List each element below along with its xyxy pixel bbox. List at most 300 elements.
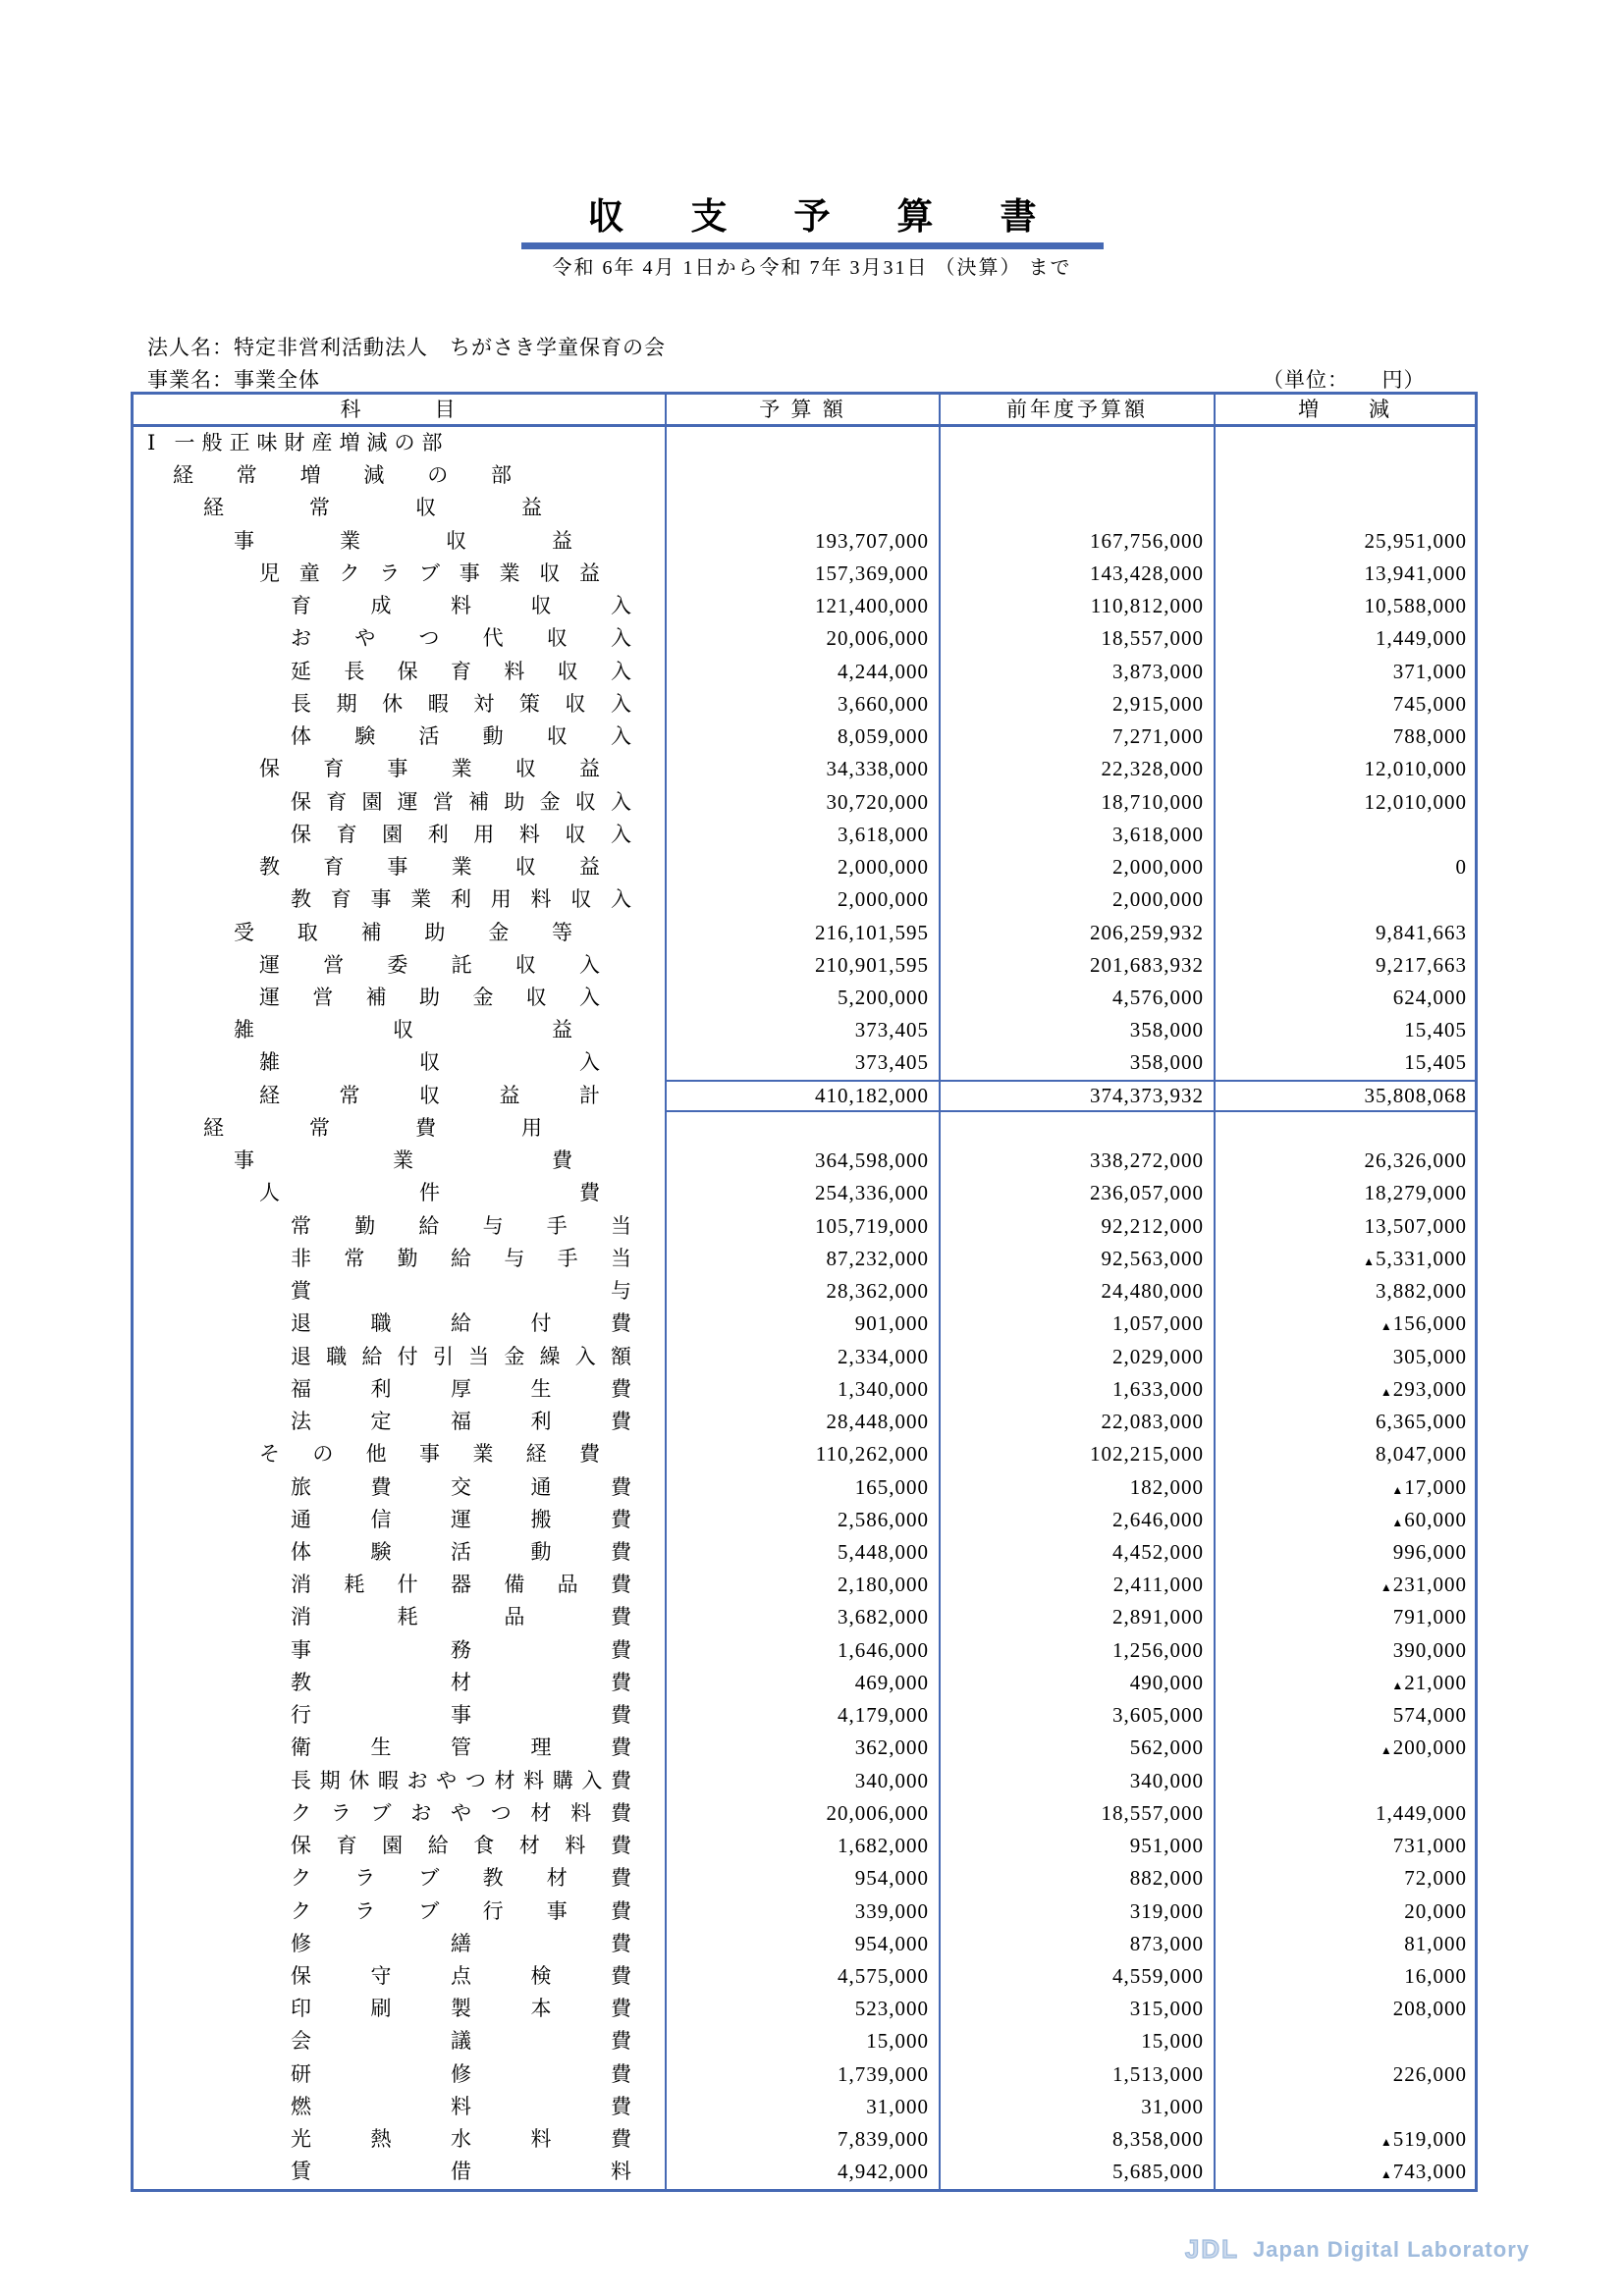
difference-amount-cell: 12,010,000: [1364, 757, 1467, 781]
item-name-cell: [134, 1732, 667, 1764]
header-previous-year-column: 前年度予算額: [941, 395, 1216, 424]
difference-amount-cell: 9,217,663: [1376, 952, 1467, 977]
budget-amount-cell: [667, 492, 941, 524]
business-name-line: 事業名：事業全体: [147, 368, 320, 392]
table-row: [134, 459, 1475, 492]
table-row: [134, 1667, 1475, 1699]
item-name-cell: [134, 1145, 667, 1177]
item-name-cell: [134, 1896, 667, 1928]
table-row: [134, 1014, 1475, 1046]
difference-amount-cell: 18,279,000: [1364, 1181, 1467, 1205]
previous-amount-cell: [941, 459, 1216, 492]
table-row: [134, 721, 1475, 753]
previous-amount-cell: 358,000: [941, 1014, 1216, 1046]
table-row: [134, 1960, 1475, 1993]
item-name: 行事費: [291, 1703, 631, 1728]
jdl-logo-icon: JDL: [1184, 2234, 1240, 2264]
previous-amount-cell: 2,915,000: [941, 688, 1216, 721]
item-name-cell: [134, 688, 667, 721]
previous-amount-cell: 951,000: [941, 1830, 1216, 1862]
difference-amount-cell: 6,365,000: [1376, 1410, 1467, 1434]
difference-amount-cell: 81,000: [1404, 1931, 1467, 1955]
item-name-cell: [134, 819, 667, 851]
previous-amount-cell: 236,057,000: [941, 1177, 1216, 1209]
previous-amount-cell: 15,000: [941, 2025, 1216, 2057]
item-name-cell: [134, 558, 667, 590]
table-row: [134, 851, 1475, 883]
item-name-cell: [134, 1406, 667, 1438]
item-name-cell: [134, 1862, 667, 1895]
previous-amount-cell: 201,683,932: [941, 949, 1216, 982]
budget-amount-cell: 373,405: [667, 1014, 941, 1046]
previous-amount-cell: 319,000: [941, 1896, 1216, 1928]
table-row: [134, 1993, 1475, 2025]
item-name-cell: [134, 2025, 667, 2057]
item-name: 教材費: [291, 1670, 631, 1694]
item-name: 経常収益: [203, 496, 542, 520]
difference-amount-cell: [1216, 427, 1475, 459]
table-row: [134, 1830, 1475, 1862]
item-name: 修繕費: [291, 1931, 631, 1955]
table-row: [134, 819, 1475, 851]
item-name: 延長保育料収入: [291, 659, 631, 683]
previous-amount-cell: 4,452,000: [941, 1536, 1216, 1569]
item-name-cell: [134, 1210, 667, 1243]
budget-amount-cell: 954,000: [667, 1862, 941, 1895]
budget-amount-cell: 1,340,000: [667, 1373, 941, 1406]
item-name: 経常収益計: [259, 1083, 600, 1107]
budget-amount-cell: 5,448,000: [667, 1536, 941, 1569]
previous-amount-cell: 22,328,000: [941, 753, 1216, 785]
difference-amount-cell: 1,449,000: [1376, 626, 1467, 651]
item-name: 保育園給食材料費: [291, 1834, 631, 1858]
budget-amount-cell: 31,000: [667, 2091, 941, 2123]
item-name: 経常増減の部: [173, 463, 512, 488]
previous-amount-cell: 2,029,000: [941, 1341, 1216, 1373]
difference-amount-cell: 996,000: [1392, 1539, 1467, 1564]
fiscal-period: 令和 6年 4月 1日から令和 7年 3月31日 （決算） まで: [552, 257, 1072, 279]
previous-amount-cell: [941, 492, 1216, 524]
item-name-cell: [134, 1797, 667, 1830]
item-name-cell: [134, 1536, 667, 1569]
item-name: 法定福利費: [291, 1410, 631, 1434]
item-name: クラブおやつ材料費: [291, 1800, 631, 1825]
previous-amount-cell: 31,000: [941, 2091, 1216, 2123]
previous-amount-cell: 92,212,000: [941, 1210, 1216, 1243]
item-name: 賃借料: [291, 2160, 631, 2184]
budget-amount-cell: 165,000: [667, 1471, 941, 1504]
item-name: 長期休暇対策収入: [291, 691, 631, 716]
budget-amount-cell: 3,660,000: [667, 688, 941, 721]
item-name-cell: [134, 1112, 667, 1145]
item-name: 保育園運営補助金収入: [291, 789, 631, 814]
difference-amount-cell: [1216, 819, 1475, 851]
difference-amount-cell: 16,000: [1404, 1964, 1467, 1989]
table-row: [134, 1341, 1475, 1373]
difference-amount-cell: [1216, 492, 1475, 524]
table-row: [134, 1406, 1475, 1438]
item-name: 人件費: [259, 1181, 600, 1205]
table-row: [134, 1536, 1475, 1569]
item-name: 消耗什器備品費: [291, 1573, 631, 1597]
item-name: 常勤給与手当: [291, 1213, 631, 1238]
item-name: 事務費: [291, 1637, 631, 1662]
item-name-cell: [134, 982, 667, 1014]
table-row: [134, 1308, 1475, 1340]
budget-amount-cell: 157,369,000: [667, 558, 941, 590]
table-row: [134, 1928, 1475, 1960]
difference-amount-cell: ▲231,000: [1380, 1573, 1467, 1597]
previous-amount-cell: 2,891,000: [941, 1601, 1216, 1633]
item-name-cell: [134, 1504, 667, 1536]
difference-amount-cell: 12,010,000: [1364, 789, 1467, 814]
budget-amount-cell: 4,179,000: [667, 1699, 941, 1732]
vendor-logo: [1185, 2234, 1530, 2265]
item-name: 研修費: [291, 2061, 631, 2086]
difference-amount-cell: 574,000: [1392, 1703, 1467, 1728]
previous-amount-cell: 1,057,000: [941, 1308, 1216, 1340]
budget-amount-cell: 110,262,000: [667, 1438, 941, 1470]
table-row: [134, 786, 1475, 819]
budget-amount-cell: 7,839,000: [667, 2123, 941, 2156]
difference-amount-cell: 72,000: [1404, 1866, 1467, 1891]
item-name-cell: [134, 721, 667, 753]
previous-amount-cell: 1,256,000: [941, 1634, 1216, 1667]
previous-amount-cell: 143,428,000: [941, 558, 1216, 590]
difference-amount-cell: 25,951,000: [1364, 528, 1467, 553]
item-name: 事業収益: [234, 528, 572, 553]
item-name-cell: [134, 1830, 667, 1862]
table-row: [134, 1471, 1475, 1504]
item-name-cell: [134, 917, 667, 949]
corporation-name-line: 法人名：特定非営利活動法人 ちがさき学童保育の会: [147, 336, 666, 359]
item-name: 退職給付費: [291, 1311, 631, 1336]
difference-amount-cell: 9,841,663: [1376, 920, 1467, 944]
previous-amount-cell: 18,557,000: [941, 622, 1216, 655]
table-row: [134, 1145, 1475, 1177]
difference-amount-cell: 731,000: [1392, 1834, 1467, 1858]
budget-amount-cell: 4,575,000: [667, 1960, 941, 1993]
difference-amount-cell: 13,507,000: [1364, 1213, 1467, 1238]
previous-amount-cell: [941, 427, 1216, 459]
item-name: 賞与: [291, 1279, 631, 1304]
budget-amount-cell: 3,618,000: [667, 819, 941, 851]
item-name-cell: [134, 2123, 667, 2156]
previous-amount-cell: 3,605,000: [941, 1699, 1216, 1732]
item-name-cell: [134, 1014, 667, 1046]
item-name-cell: [134, 1993, 667, 2025]
item-name: 体験活動収入: [291, 724, 631, 749]
item-name: 消耗品費: [291, 1605, 631, 1629]
budget-amount-cell: 364,598,000: [667, 1145, 941, 1177]
budget-amount-cell: 4,942,000: [667, 2156, 941, 2188]
item-name-cell: [134, 1177, 667, 1209]
item-name: 育成料収入: [291, 594, 631, 618]
item-name: 福利厚生費: [291, 1376, 631, 1401]
item-name-cell: [134, 590, 667, 622]
table-row: [134, 1177, 1475, 1209]
difference-amount-cell: 13,941,000: [1364, 561, 1467, 585]
item-name-cell: [134, 1960, 667, 1993]
previous-amount-cell: 167,756,000: [941, 525, 1216, 558]
budget-amount-cell: 15,000: [667, 2025, 941, 2057]
difference-amount-cell: 15,405: [1404, 1018, 1467, 1042]
difference-amount-cell: ▲5,331,000: [1363, 1246, 1467, 1270]
budget-amount-cell: 216,101,595: [667, 917, 941, 949]
budget-table: [131, 392, 1478, 2192]
item-name-cell: [134, 427, 667, 459]
item-name-cell: [134, 1928, 667, 1960]
difference-amount-cell: [1216, 1112, 1475, 1145]
previous-amount-cell: 340,000: [941, 1765, 1216, 1797]
item-name: 経常費用: [203, 1115, 542, 1140]
budget-amount-cell: 410,182,000: [667, 1080, 941, 1112]
item-name-cell: [134, 622, 667, 655]
budget-amount-cell: 2,334,000: [667, 1341, 941, 1373]
previous-amount-cell: 92,563,000: [941, 1243, 1216, 1275]
difference-amount-cell: [1216, 459, 1475, 492]
difference-amount-cell: ▲156,000: [1380, 1311, 1467, 1336]
item-name: 運営委託収入: [259, 952, 600, 977]
header-budget-column: 予 算 額: [667, 395, 941, 424]
item-name: 非常勤給与手当: [291, 1246, 631, 1270]
unit-note: （単位： 円）: [1263, 368, 1426, 392]
budget-amount-cell: 1,739,000: [667, 2058, 941, 2091]
budget-amount-cell: 254,336,000: [667, 1177, 941, 1209]
difference-amount-cell: 26,326,000: [1364, 1148, 1467, 1173]
item-name-cell: [134, 1308, 667, 1340]
difference-amount-cell: ▲293,000: [1380, 1376, 1467, 1401]
budget-amount-cell: [667, 1112, 941, 1145]
item-name: 体験活動費: [291, 1539, 631, 1564]
difference-amount-cell: ▲519,000: [1380, 2127, 1467, 2152]
table-row: [134, 917, 1475, 949]
item-name-cell: [134, 1373, 667, 1406]
budget-amount-cell: 469,000: [667, 1667, 941, 1699]
difference-amount-cell: 8,047,000: [1376, 1442, 1467, 1467]
budget-amount-cell: 901,000: [667, 1308, 941, 1340]
item-name-cell: [134, 1601, 667, 1633]
item-name: 会議費: [291, 2029, 631, 2054]
table-row: [134, 1373, 1475, 1406]
difference-amount-cell: 305,000: [1392, 1344, 1467, 1368]
item-name-cell: [134, 949, 667, 982]
budget-amount-cell: 2,000,000: [667, 851, 941, 883]
table-row: [134, 1569, 1475, 1601]
previous-amount-cell: 490,000: [941, 1667, 1216, 1699]
header-item-column: 科 目: [134, 395, 667, 424]
difference-amount-cell: 208,000: [1392, 1997, 1467, 2021]
budget-amount-cell: 373,405: [667, 1046, 941, 1079]
previous-amount-cell: 873,000: [941, 1928, 1216, 1960]
budget-amount-cell: 28,362,000: [667, 1275, 941, 1308]
previous-amount-cell: 8,358,000: [941, 2123, 1216, 2156]
item-name-cell: [134, 492, 667, 524]
table-row: [134, 1243, 1475, 1275]
budget-amount-cell: 340,000: [667, 1765, 941, 1797]
table-row: [134, 1275, 1475, 1308]
previous-amount-cell: 24,480,000: [941, 1275, 1216, 1308]
item-name: おやつ代収入: [291, 626, 631, 651]
budget-amount-cell: 121,400,000: [667, 590, 941, 622]
table-row: [134, 1080, 1475, 1112]
budget-amount-cell: 1,682,000: [667, 1830, 941, 1862]
previous-amount-cell: 110,812,000: [941, 590, 1216, 622]
table-row: [134, 558, 1475, 590]
budget-amount-cell: [667, 459, 941, 492]
budget-amount-cell: 20,006,000: [667, 1797, 941, 1830]
difference-amount-cell: 10,588,000: [1364, 594, 1467, 618]
item-name-cell: [134, 656, 667, 688]
table-row: [134, 1634, 1475, 1667]
difference-amount-cell: 624,000: [1392, 985, 1467, 1009]
item-name-cell: [134, 2091, 667, 2123]
difference-amount-cell: [1216, 2025, 1475, 2057]
difference-amount-cell: ▲743,000: [1380, 2160, 1467, 2184]
item-name-cell: [134, 786, 667, 819]
item-name-cell: [134, 753, 667, 785]
previous-amount-cell: 3,873,000: [941, 656, 1216, 688]
table-row: [134, 1862, 1475, 1895]
previous-amount-cell: 4,559,000: [941, 1960, 1216, 1993]
item-name: クラブ行事費: [291, 1898, 631, 1923]
previous-amount-cell: 338,272,000: [941, 1145, 1216, 1177]
table-row: [134, 1046, 1475, 1079]
table-row: [134, 525, 1475, 558]
budget-amount-cell: 30,720,000: [667, 786, 941, 819]
difference-amount-cell: 371,000: [1392, 659, 1467, 683]
table-row: [134, 982, 1475, 1014]
difference-amount-cell: 745,000: [1392, 691, 1467, 716]
budget-amount-cell: 34,338,000: [667, 753, 941, 785]
item-name: その他事業経費: [259, 1442, 600, 1467]
item-name: クラブ教材費: [291, 1866, 631, 1891]
previous-amount-cell: 2,000,000: [941, 851, 1216, 883]
item-name-cell: [134, 883, 667, 916]
previous-amount-cell: 18,557,000: [941, 1797, 1216, 1830]
table-row: [134, 2058, 1475, 2091]
previous-amount-cell: 7,271,000: [941, 721, 1216, 753]
table-row: [134, 883, 1475, 916]
previous-amount-cell: 882,000: [941, 1862, 1216, 1895]
item-name-cell: [134, 1699, 667, 1732]
table-row: [134, 1210, 1475, 1243]
item-name-cell: [134, 1046, 667, 1079]
item-name-cell: [134, 1243, 667, 1275]
previous-amount-cell: 206,259,932: [941, 917, 1216, 949]
table-row: [134, 622, 1475, 655]
previous-amount-cell: 3,618,000: [941, 819, 1216, 851]
difference-amount-cell: [1216, 883, 1475, 916]
item-name-cell: [134, 2058, 667, 2091]
table-body: [134, 427, 1475, 2189]
item-name: 運営補助金収入: [259, 985, 600, 1009]
item-name: 受取補助金等: [234, 920, 572, 944]
item-name: 旅費交通費: [291, 1474, 631, 1499]
difference-amount-cell: 390,000: [1392, 1637, 1467, 1662]
item-name: 教育事業収益: [259, 855, 600, 880]
previous-amount-cell: 2,646,000: [941, 1504, 1216, 1536]
previous-amount-cell: 2,411,000: [941, 1569, 1216, 1601]
budget-amount-cell: 5,200,000: [667, 982, 941, 1014]
budget-amount-cell: 362,000: [667, 1732, 941, 1764]
previous-amount-cell: 18,710,000: [941, 786, 1216, 819]
table-row: [134, 1765, 1475, 1797]
previous-amount-cell: 22,083,000: [941, 1406, 1216, 1438]
item-name-cell: [134, 1080, 667, 1112]
item-name: 印刷製本費: [291, 1997, 631, 2021]
item-name: 退職給付引当金繰入額: [291, 1344, 631, 1368]
difference-amount-cell: ▲60,000: [1391, 1507, 1467, 1531]
table-row: [134, 1732, 1475, 1764]
table-row: [134, 1797, 1475, 1830]
table-header-row: [134, 395, 1475, 427]
difference-amount-cell: 3,882,000: [1376, 1279, 1467, 1304]
item-name: 燃料費: [291, 2094, 631, 2118]
difference-amount-cell: 788,000: [1392, 724, 1467, 749]
item-name-cell: [134, 1471, 667, 1504]
previous-amount-cell: 562,000: [941, 1732, 1216, 1764]
budget-amount-cell: 2,000,000: [667, 883, 941, 916]
item-name-cell: [134, 1667, 667, 1699]
item-name: 光熱水料費: [291, 2127, 631, 2152]
item-name: 事業費: [234, 1148, 572, 1173]
budget-amount-cell: 8,059,000: [667, 721, 941, 753]
jdl-logo-text: Japan Digital Laboratory: [1253, 2236, 1530, 2262]
budget-amount-cell: 339,000: [667, 1896, 941, 1928]
item-name: 衛生管理費: [291, 1735, 631, 1760]
item-name-cell: [134, 1634, 667, 1667]
item-name: 保育事業収益: [259, 757, 600, 781]
item-name-cell: [134, 1765, 667, 1797]
table-row: [134, 1601, 1475, 1633]
budget-amount-cell: 4,244,000: [667, 656, 941, 688]
budget-amount-cell: 28,448,000: [667, 1406, 941, 1438]
table-row: [134, 656, 1475, 688]
previous-amount-cell: 4,576,000: [941, 982, 1216, 1014]
table-row: [134, 2025, 1475, 2057]
item-name: 雑収入: [259, 1050, 600, 1075]
document-title: 収支予算書: [521, 187, 1104, 249]
item-name: 保守点検費: [291, 1964, 631, 1989]
table-row: [134, 1504, 1475, 1536]
table-row: [134, 2156, 1475, 2188]
item-name-cell: [134, 1438, 667, 1470]
budget-amount-cell: 954,000: [667, 1928, 941, 1960]
previous-amount-cell: 358,000: [941, 1046, 1216, 1079]
difference-amount-cell: [1216, 1765, 1475, 1797]
document-title-wrap: [0, 187, 1624, 249]
difference-amount-cell: 15,405: [1404, 1050, 1467, 1075]
budget-amount-cell: 1,646,000: [667, 1634, 941, 1667]
budget-amount-cell: 87,232,000: [667, 1243, 941, 1275]
difference-amount-cell: ▲17,000: [1391, 1474, 1467, 1499]
table-row: [134, 1896, 1475, 1928]
previous-amount-cell: [941, 1112, 1216, 1145]
item-name-cell: [134, 525, 667, 558]
table-row: [134, 688, 1475, 721]
item-name: 通信運搬費: [291, 1507, 631, 1531]
previous-amount-cell: 1,633,000: [941, 1373, 1216, 1406]
budget-amount-cell: 20,006,000: [667, 622, 941, 655]
budget-amount-cell: 193,707,000: [667, 525, 941, 558]
difference-amount-cell: [1216, 2091, 1475, 2123]
table-row: [134, 590, 1475, 622]
previous-amount-cell: 374,373,932: [941, 1080, 1216, 1112]
budget-amount-cell: 523,000: [667, 1993, 941, 2025]
item-name-cell: [134, 1341, 667, 1373]
item-name: 教育事業利用料収入: [291, 887, 631, 912]
